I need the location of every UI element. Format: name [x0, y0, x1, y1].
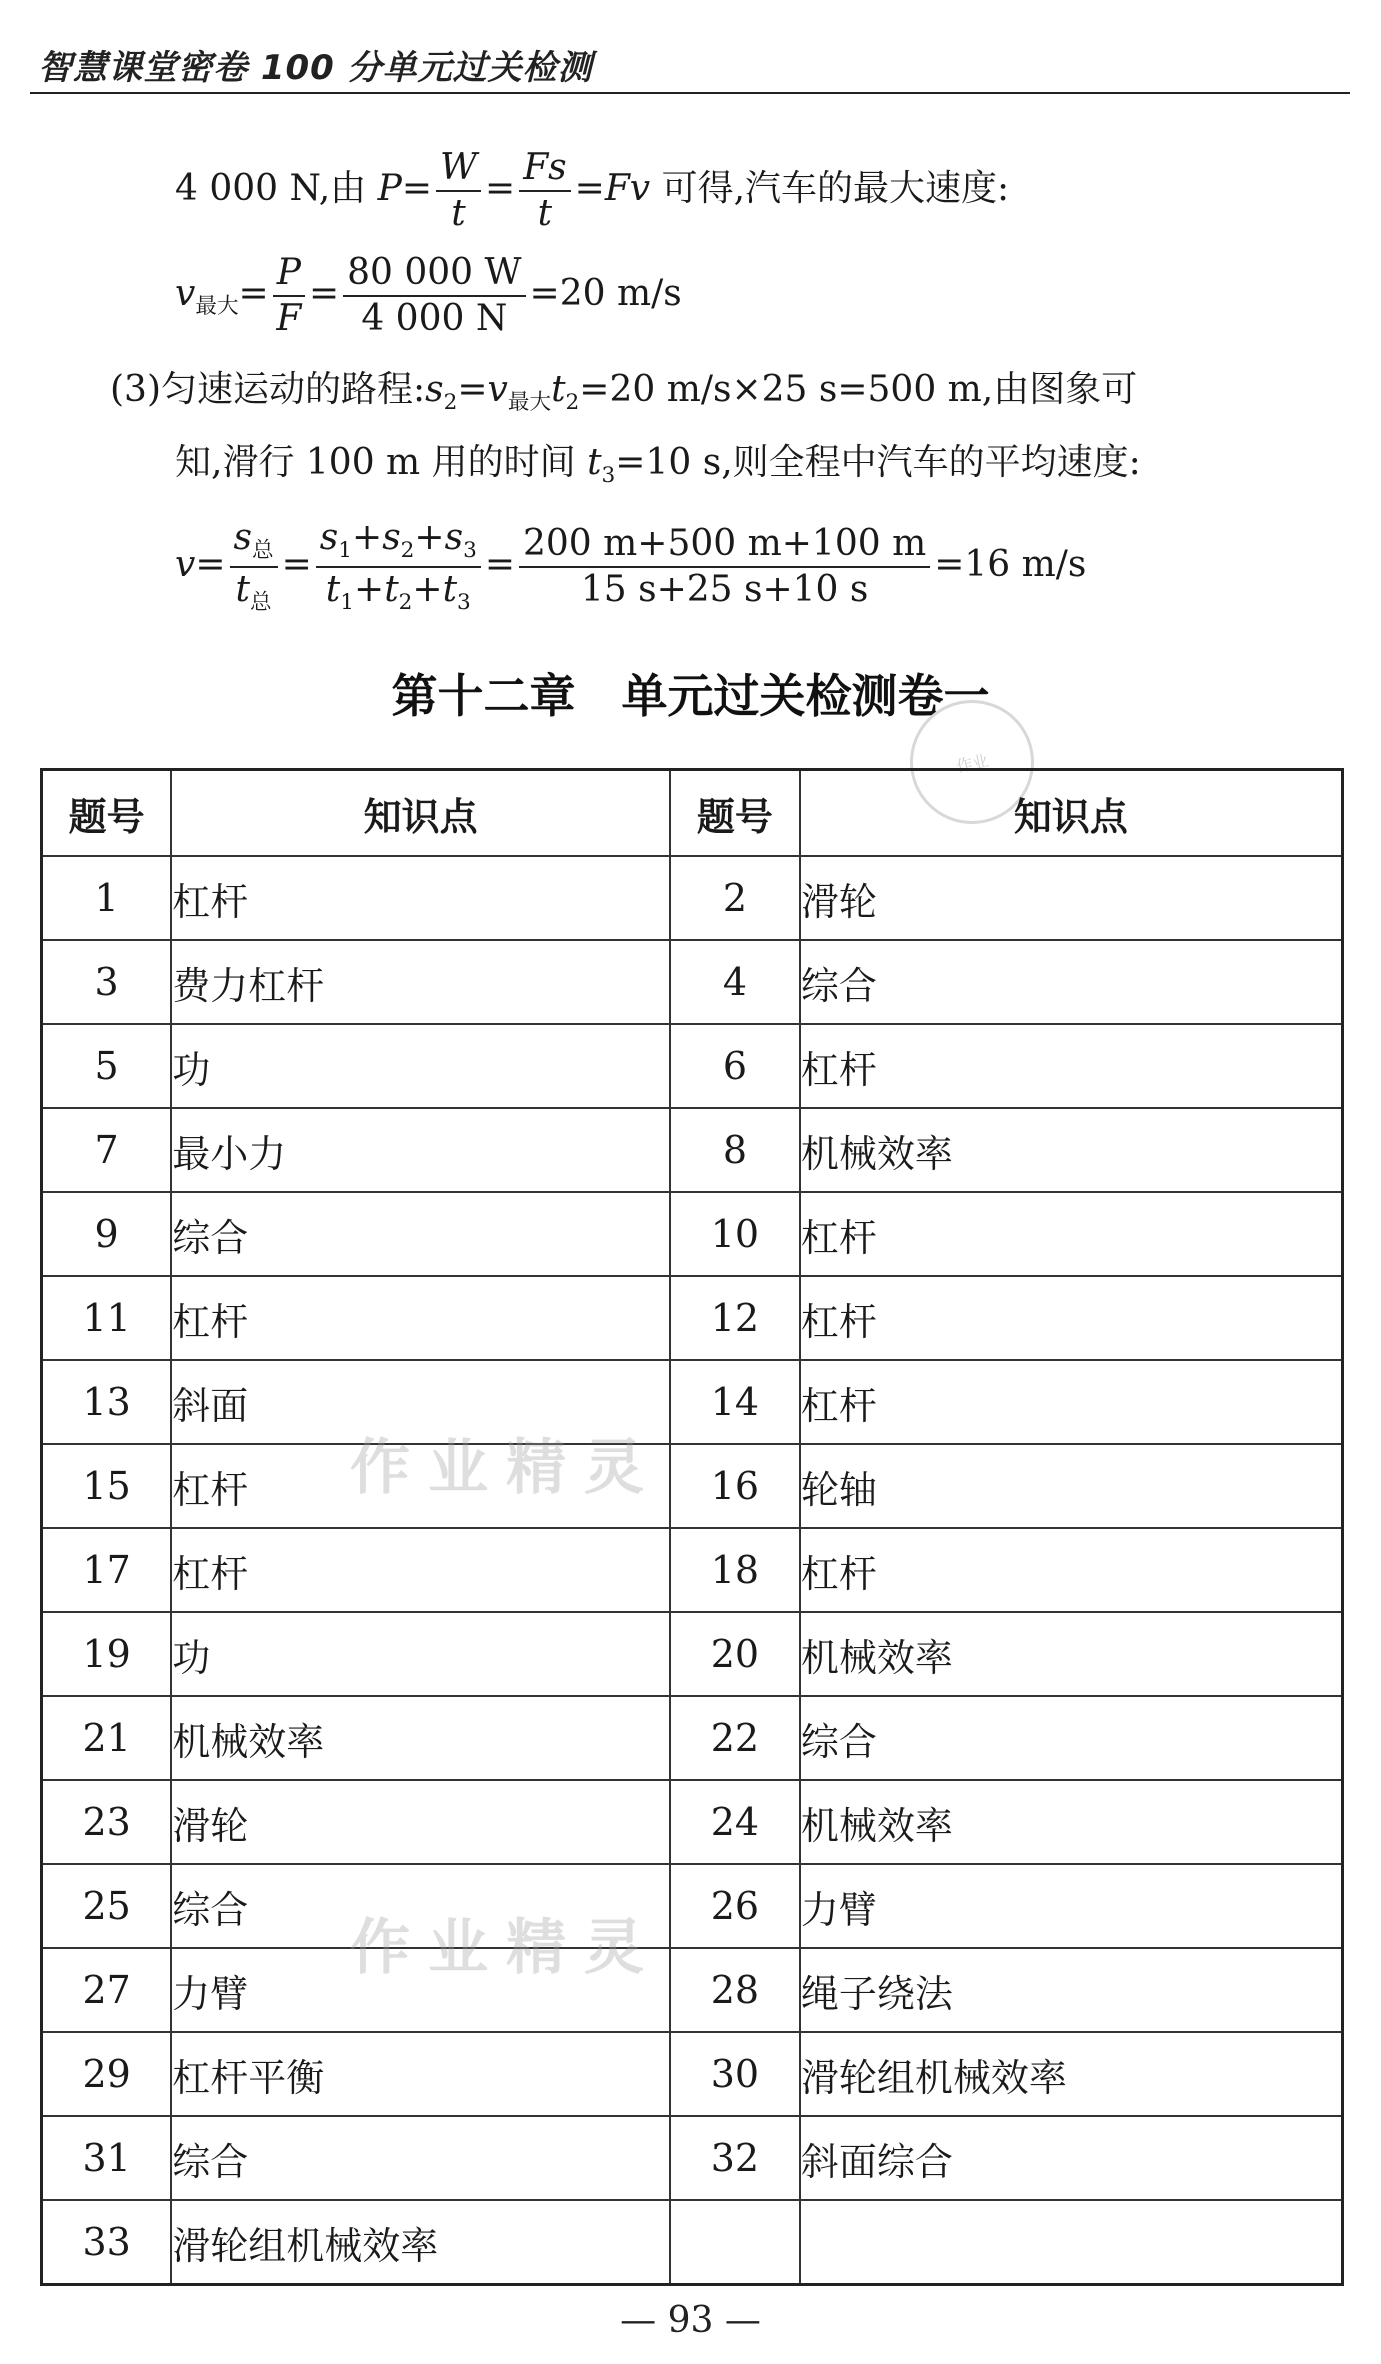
question-no-cell: 4: [670, 940, 800, 1024]
table-row: [42, 1108, 1343, 1192]
stamp-seal: 作业: [898, 688, 1045, 835]
question-no-cell: 17: [42, 1528, 172, 1612]
knowledge-point-cell: 滑轮组机械效率: [171, 2200, 670, 2285]
line2-result: =20 m/s: [529, 273, 682, 314]
question-no-cell: 12: [670, 1276, 800, 1360]
table-row: [42, 1612, 1343, 1696]
fraction-p-f: $\frac{P}{F}$: [273, 255, 305, 337]
solution-line-4: 知,滑行 100 m 用的时间 $t_3=10$ s,则全程中汽车的平均速度:: [175, 442, 1141, 489]
table-row: [42, 856, 1343, 940]
question-no-cell: 30: [670, 2032, 800, 2116]
question-no-cell: 28: [670, 1948, 800, 2032]
question-no-cell: 24: [670, 1780, 800, 1864]
watermark-2: 作业精灵: [350, 1913, 662, 1983]
knowledge-point-cell: 力臂: [800, 1864, 1343, 1948]
solution-line-1: 4 000 N,由 P= $\frac{W}{t}$ = $\frac{Fs}{t}$ =Fv 可得,汽车的最大速度:: [175, 147, 1010, 234]
question-no-cell: 21: [42, 1696, 172, 1780]
table-row: [42, 1780, 1343, 1864]
solution-line-3: (3)匀速运动的路程$:s_2=v_{最大}t_2=20$ m/s×25 s=500 m,由图象可: [110, 369, 1138, 416]
question-no-cell: 6: [670, 1024, 800, 1108]
fraction-fs-t: $\frac{Fs}{t}$: [519, 150, 570, 232]
knowledge-point-cell: 杠杆: [800, 1024, 1343, 1108]
table-row: [42, 2116, 1343, 2200]
knowledge-point-cell: 滑轮组机械效率: [800, 2032, 1343, 2116]
question-no-cell: 19: [42, 1612, 172, 1696]
header-question-no-2: 题号: [670, 770, 800, 857]
line4-text: 知,滑行 100 m 用的时间: [175, 442, 576, 483]
question-no-cell: 20: [670, 1612, 800, 1696]
knowledge-point-cell: 杠杆: [800, 1276, 1343, 1360]
knowledge-point-cell: 机械效率: [171, 1696, 670, 1780]
question-no-cell: 18: [670, 1528, 800, 1612]
solution-line-5: v= $\frac{s_总}{t_总}$ = $\frac{s_1+s_2+s_3}{t_1+t_2+t_3}$ = $\frac{200 m+500 m+100 m}{15 s+25 s+10 s}$ =16 m/s: [175, 517, 1087, 615]
knowledge-point-cell: 杠杆: [800, 1360, 1343, 1444]
knowledge-point-cell: 杠杆: [800, 1528, 1343, 1612]
knowledge-point-cell: 机械效率: [800, 1108, 1343, 1192]
question-no-cell: 5: [42, 1024, 172, 1108]
knowledge-point-cell: 力臂: [171, 1948, 670, 2032]
header-knowledge-point-1: 知识点: [171, 770, 670, 857]
line4-text-b: =10 s,则全程中汽车的平均速度:: [615, 442, 1141, 483]
knowledge-point-cell: 综合: [800, 940, 1343, 1024]
question-no-cell: 25: [42, 1864, 172, 1948]
line3-text: (3)匀速运动的路程:: [110, 369, 426, 410]
page-number: — 93 —: [620, 2300, 761, 2341]
knowledge-point-cell: 机械效率: [800, 1612, 1343, 1696]
question-no-cell: 8: [670, 1108, 800, 1192]
fraction-s-t-total: $\frac{s_总}{t_总}$: [230, 520, 278, 614]
line3-text-b: =20 m/s×25 s=500 m,由图象可: [579, 369, 1138, 410]
knowledge-point-cell: 杠杆: [171, 1528, 670, 1612]
section-title: 第十二章 单元过关检测卷一: [391, 669, 990, 723]
header-title: 智慧课堂密卷 100 分单元过关检测: [38, 48, 593, 88]
knowledge-point-cell: 机械效率: [800, 1780, 1343, 1864]
knowledge-point-cell: 功: [171, 1612, 670, 1696]
line5-result: =16 m/s: [934, 543, 1087, 585]
fraction-sum: $\frac{s_1+s_2+s_3}{t_1+t_2+t_3}$: [316, 520, 481, 614]
knowledge-point-cell: 绳子绕法: [800, 1948, 1343, 2032]
watermark-1: 作业精灵: [350, 1433, 662, 1503]
question-no-cell: 2: [670, 856, 800, 940]
sub-max-2: 最大: [507, 390, 552, 416]
question-no-cell: [670, 2200, 800, 2285]
table-row: [42, 940, 1343, 1024]
knowledge-point-cell: 费力杠杆: [171, 940, 670, 1024]
table-row: [42, 1360, 1343, 1444]
question-no-cell: 32: [670, 2116, 800, 2200]
question-no-cell: 11: [42, 1276, 172, 1360]
question-no-cell: 9: [42, 1192, 172, 1276]
question-no-cell: 29: [42, 2032, 172, 2116]
question-no-cell: 14: [670, 1360, 800, 1444]
fraction-power-force: $\frac{80 000 W}{4 000 N}$: [343, 255, 525, 337]
knowledge-point-cell: 斜面综合: [800, 2116, 1343, 2200]
knowledge-point-table: [40, 768, 1344, 2286]
line1-text-b: 可得,汽车的最大速度:: [661, 168, 1010, 209]
table-row: [42, 2200, 1343, 2285]
header-question-no-1: 题号: [42, 770, 172, 857]
question-no-cell: 3: [42, 940, 172, 1024]
question-no-cell: 16: [670, 1444, 800, 1528]
question-no-cell: 27: [42, 1948, 172, 2032]
knowledge-point-cell: 综合: [171, 1864, 670, 1948]
knowledge-point-cell: 综合: [171, 2116, 670, 2200]
knowledge-point-cell: 杠杆: [800, 1192, 1343, 1276]
knowledge-point-cell: 最小力: [171, 1108, 670, 1192]
table-row: [42, 1696, 1343, 1780]
knowledge-point-cell: 滑轮: [171, 1780, 670, 1864]
knowledge-point-cell: 综合: [800, 1696, 1343, 1780]
knowledge-point-cell: 功: [171, 1024, 670, 1108]
header-rule: [30, 92, 1350, 94]
question-no-cell: 7: [42, 1108, 172, 1192]
question-no-cell: 22: [670, 1696, 800, 1780]
question-no-cell: 26: [670, 1864, 800, 1948]
knowledge-point-cell: 杠杆平衡: [171, 2032, 670, 2116]
table-row: [42, 1528, 1343, 1612]
knowledge-point-cell: 杠杆: [171, 1276, 670, 1360]
question-no-cell: 23: [42, 1780, 172, 1864]
table-row: [42, 1024, 1343, 1108]
knowledge-point-cell: [800, 2200, 1343, 2285]
sub-max: 最大: [195, 294, 239, 320]
knowledge-point-cell: 杠杆: [171, 856, 670, 940]
table-row: [42, 1192, 1343, 1276]
fraction-values: $\frac{200 m+500 m+100 m}{15 s+25 s+10 s}$: [519, 526, 930, 608]
question-no-cell: 33: [42, 2200, 172, 2285]
knowledge-point-cell: 杠杆: [171, 1444, 670, 1528]
line1-text-a: 4 000 N,由: [175, 168, 378, 209]
header-knowledge-point-2: 知识点: [800, 770, 1343, 857]
table-row: [42, 1444, 1343, 1528]
solution-line-2: $v_{最大}=$ $\frac{P}{F}$ = $\frac{80 000 W}{4 000 N}$ =20 m/s: [175, 252, 682, 339]
question-no-cell: 10: [670, 1192, 800, 1276]
question-no-cell: 13: [42, 1360, 172, 1444]
table-row: [42, 1864, 1343, 1948]
question-no-cell: 31: [42, 2116, 172, 2200]
question-no-cell: 15: [42, 1444, 172, 1528]
table-row: [42, 1276, 1343, 1360]
knowledge-point-cell: 综合: [171, 1192, 670, 1276]
table-header-row: [42, 770, 1343, 857]
table-row: [42, 2032, 1343, 2116]
table-row: [42, 1948, 1343, 2032]
knowledge-point-cell: 轮轴: [800, 1444, 1343, 1528]
question-no-cell: 1: [42, 856, 172, 940]
knowledge-point-cell: 滑轮: [800, 856, 1343, 940]
knowledge-point-cell: 斜面: [171, 1360, 670, 1444]
fraction-w-t: $\frac{W}{t}$: [436, 150, 481, 232]
